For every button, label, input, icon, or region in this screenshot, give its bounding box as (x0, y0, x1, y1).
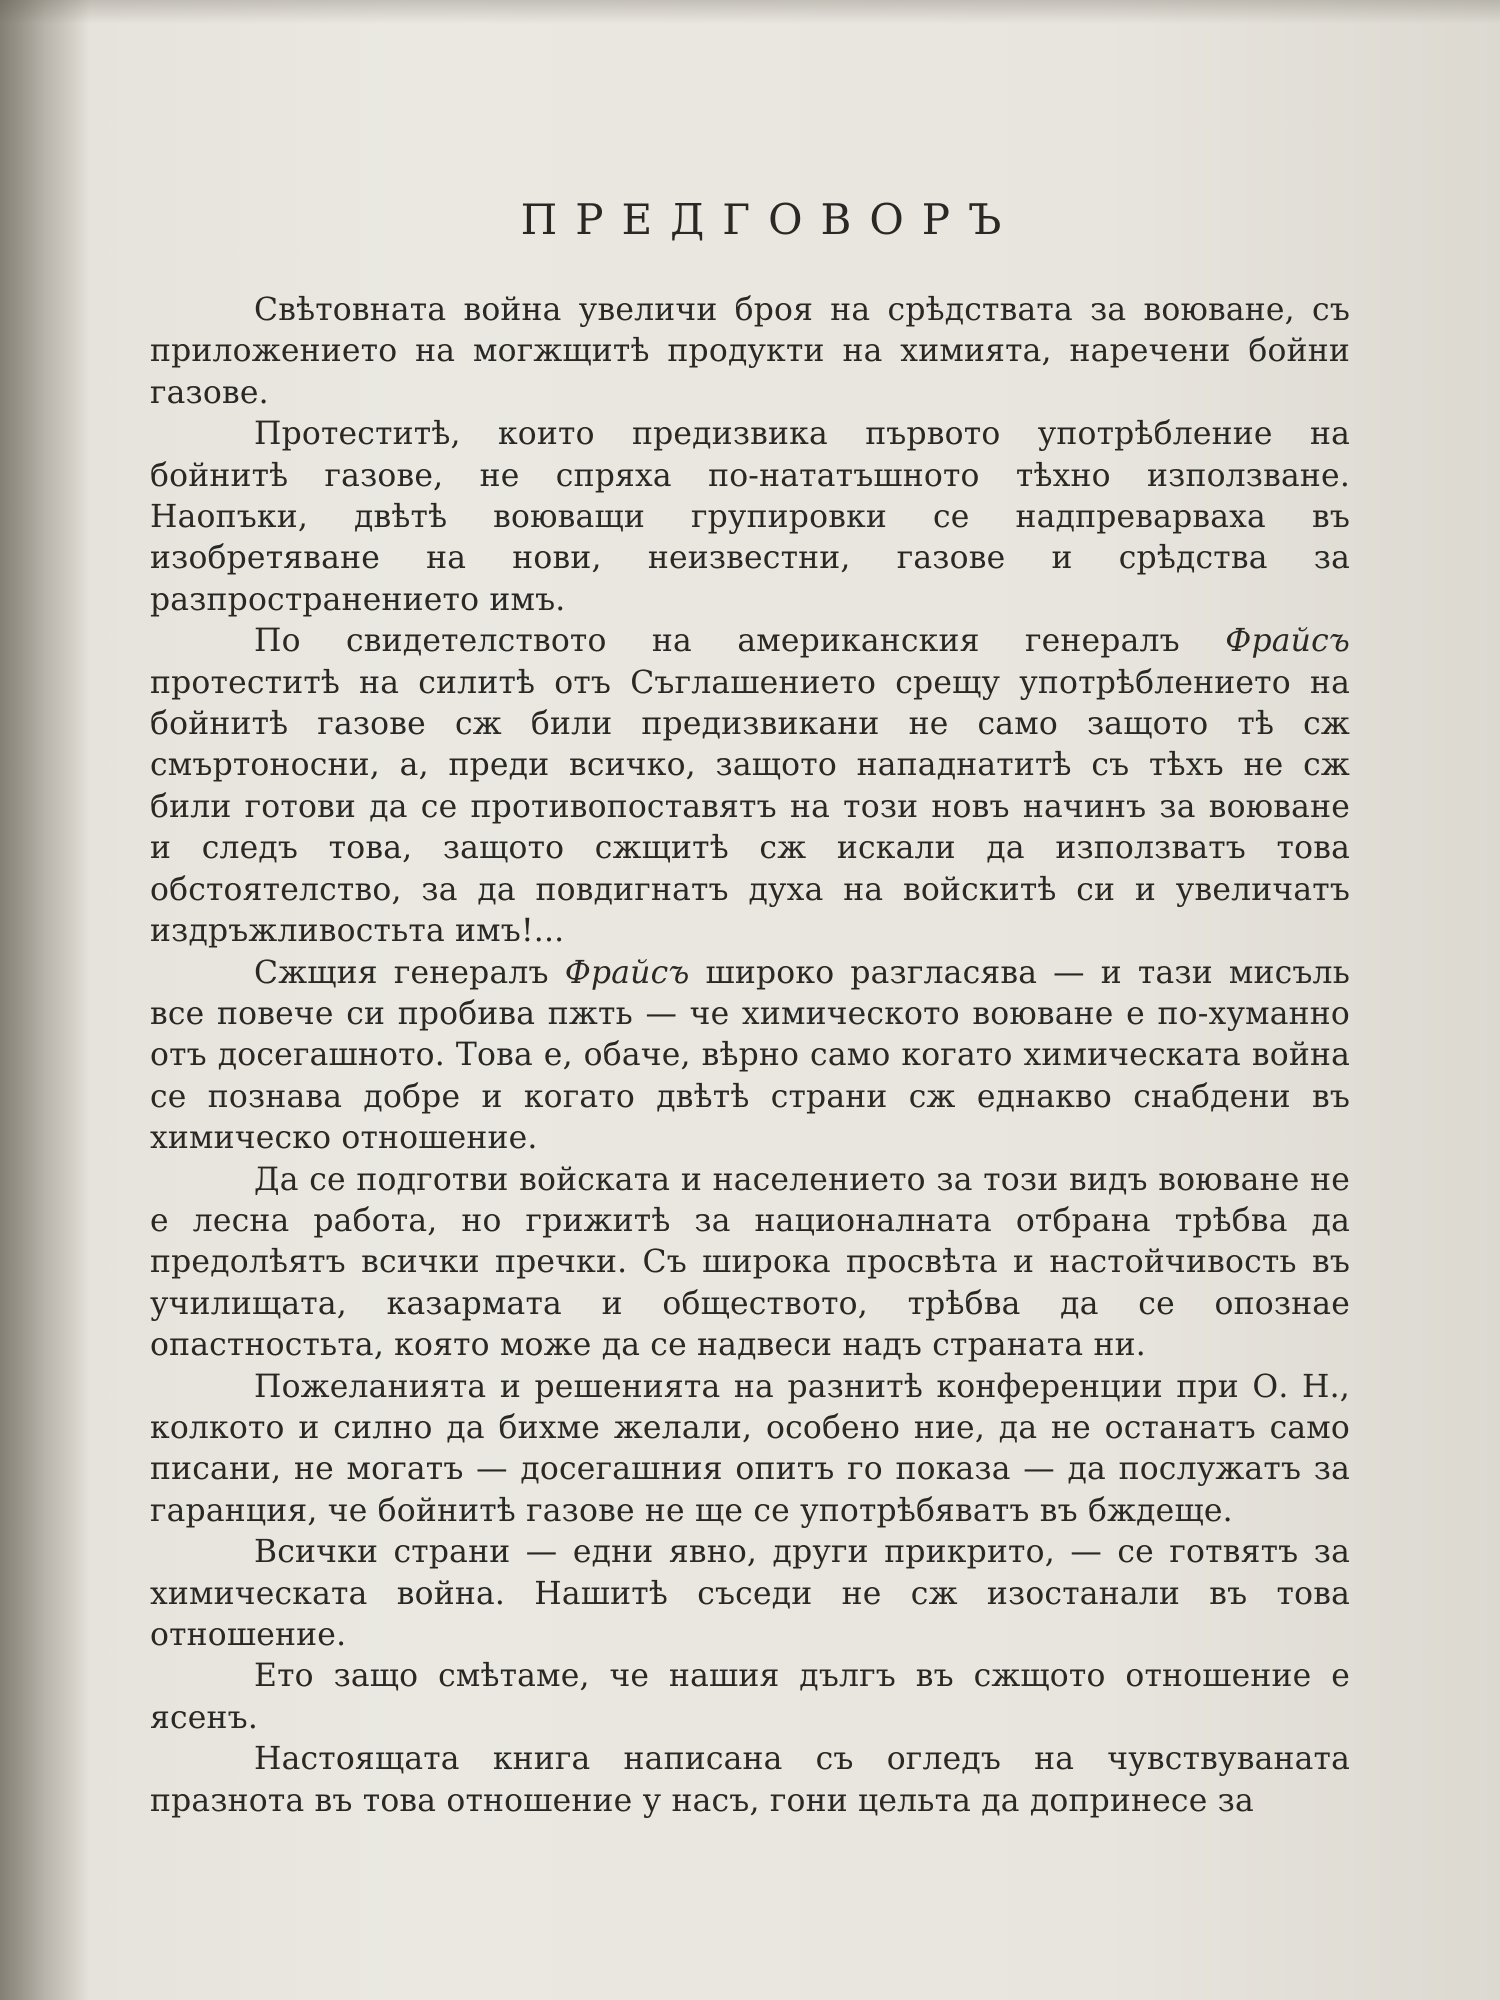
paragraph-9: Настоящата книга написана съ огледъ на чувствуваната празнота въ това отношение у насъ, гони цельта да допринесе за (150, 1741, 1350, 1819)
author-name: Фрайсъ (564, 954, 690, 991)
book-gutter (0, 0, 90, 2000)
page-title: ПРЕДГОВОРЪ (520, 195, 1020, 244)
paragraph-8: Ето защо смѣтаме, че нашия дългъ въ сжщото отношение е ясенъ. (150, 1658, 1350, 1736)
paragraph-2: Протеститѣ, които предизвика първото употрѣбление на бойнитѣ газове, не спряха по-нататъшното тѣхно използване. Наопъки, двѣтѣ воюващи групировки се надпреварваха въ изобретяване на нови, неизвестни, газове и срѣдства за разпространението имъ. (150, 416, 1350, 618)
paragraph-6: Пожеланията и решенията на разнитѣ конференции при О. Н., колкото и силно да бихме желали, особено ние, да не останатъ само писани, не могатъ — досегашния опитъ го показа — да послужатъ за гаранция, че бойнитѣ газове не ще се употрѣбяватъ въ бждеще. (150, 1368, 1350, 1529)
author-name: Фрайсъ (1225, 623, 1350, 660)
paragraph-7: Всички страни — едни явно, други прикрито, — се готвятъ за химическата война. Нашитѣ съседи не сж изостанали въ това отношение. (150, 1534, 1350, 1653)
paragraph-3: По свидетелството на американския генералъ Фрайсъ протеститѣ на силитѣ отъ Съглашението срещу употрѣблението на бойнитѣ газове сж били предизвикани не само защото тѣ сж смъртоносни, а, преди всичко, защото нападнатитѣ съ тѣхъ не сж били готови да се противопоставятъ на този новъ начинъ за воюване и следъ това, защото сжщитѣ сж искали да използватъ това обстоятелство, за да повдигнатъ духа на войскитѣ си и увеличатъ издръжливостьта имъ!... (150, 623, 1350, 950)
paragraph-5: Да се подготви войската и населението за този видъ воюване не е лесна работа, но грижитѣ за националната отбрана трѣбва да предолѣятъ всички пречки. Съ широка просвѣта и настойчивость въ училищата, казармата и обществото, трѣбва да се опознае опастностьта, която може да се надвеси надъ страната ни. (150, 1161, 1350, 1364)
paragraph-4: Сжщия генералъ Фрайсъ широко разгласява — и тази мисъль все повече си пробива пжть — че химическото воюване е по-хуманно отъ досегашното. Това е, обаче, вѣрно само когато химическата война се познава добре и когато двѣтѣ страни сж еднакво снабдени въ химическо отношение. (150, 954, 1350, 1157)
preface-page (150, 190, 1350, 1822)
paragraph-1: Свѣтовната война увеличи броя на срѣдствата за воюване, съ приложението на могжщитѣ продукти на химията, наречени бойни газове. (150, 292, 1350, 411)
page-top-edge (0, 0, 1500, 24)
